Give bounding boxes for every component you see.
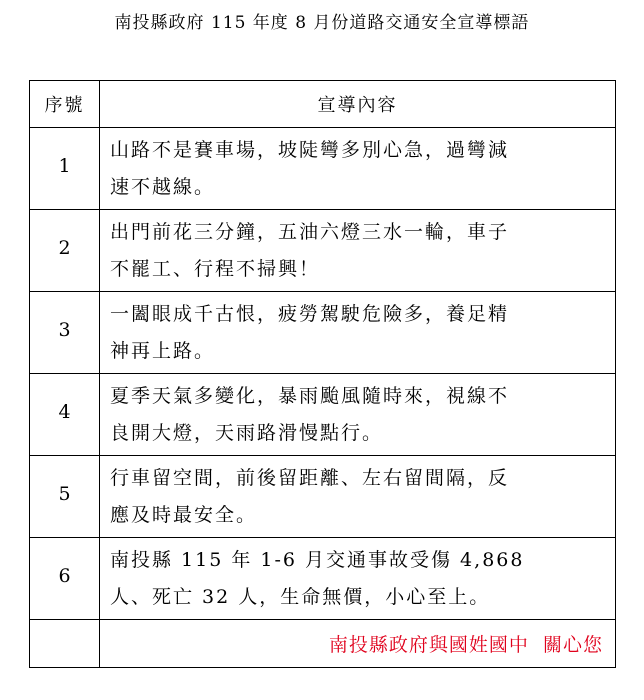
table-row: [30, 292, 616, 374]
footer-empty-cell: [30, 620, 100, 668]
table-header-row: [30, 81, 616, 128]
slogan-text: [100, 538, 616, 620]
slogan-line: 人、死亡 32 人，生命無價，小心至上。: [110, 586, 491, 608]
row-number: 3: [30, 292, 100, 374]
row-number: 4: [30, 374, 100, 456]
row-number: 6: [30, 538, 100, 620]
header-content: 宣導內容: [100, 81, 616, 128]
slogan-line: 不罷工、行程不掃興！: [110, 258, 321, 280]
table-row: [30, 374, 616, 456]
slogan-table: [29, 80, 616, 668]
table-row: [30, 456, 616, 538]
table-row: [30, 128, 616, 210]
slogan-line: 行車留空間，前後留距離、左右留間隔，反: [110, 467, 510, 489]
row-number: 1: [30, 128, 100, 210]
slogan-line: 出門前花三分鐘，五油六燈三水一輪，車子: [110, 221, 510, 243]
document-title: 南投縣政府 115 年度 8 月份道路交通安全宣導標語: [114, 13, 530, 33]
slogan-line: 南投縣 115 年 1-6 月交通事故受傷 4,868: [110, 549, 525, 571]
row-number: 5: [30, 456, 100, 538]
slogan-line: 神再上路。: [110, 340, 216, 362]
slogan-line: 良開大燈，天雨路滑慢點行。: [110, 422, 384, 444]
slogan-line: 應及時最安全。: [110, 504, 258, 526]
slogan-text: [100, 374, 616, 456]
slogan-text: [100, 456, 616, 538]
table-row: [30, 210, 616, 292]
slogan-line: 夏季天氣多變化，暴雨颱風隨時來，視線不: [110, 385, 510, 407]
table-footer-row: [30, 620, 616, 668]
slogan-line: 一闔眼成千古恨，疲勞駕駛危險多，養足精: [110, 303, 510, 325]
slogan-text: [100, 128, 616, 210]
slogan-line: 山路不是賽車場，坡陡彎多別心急，過彎減: [110, 139, 510, 161]
header-number: 序號: [30, 81, 100, 128]
slogan-line: 速不越線。: [110, 176, 216, 198]
slogan-text: [100, 210, 616, 292]
table-row: [30, 538, 616, 620]
slogan-text: [100, 292, 616, 374]
row-number: 2: [30, 210, 100, 292]
footer-sponsor-text: 南投縣政府與國姓國中 關心您: [100, 620, 616, 668]
